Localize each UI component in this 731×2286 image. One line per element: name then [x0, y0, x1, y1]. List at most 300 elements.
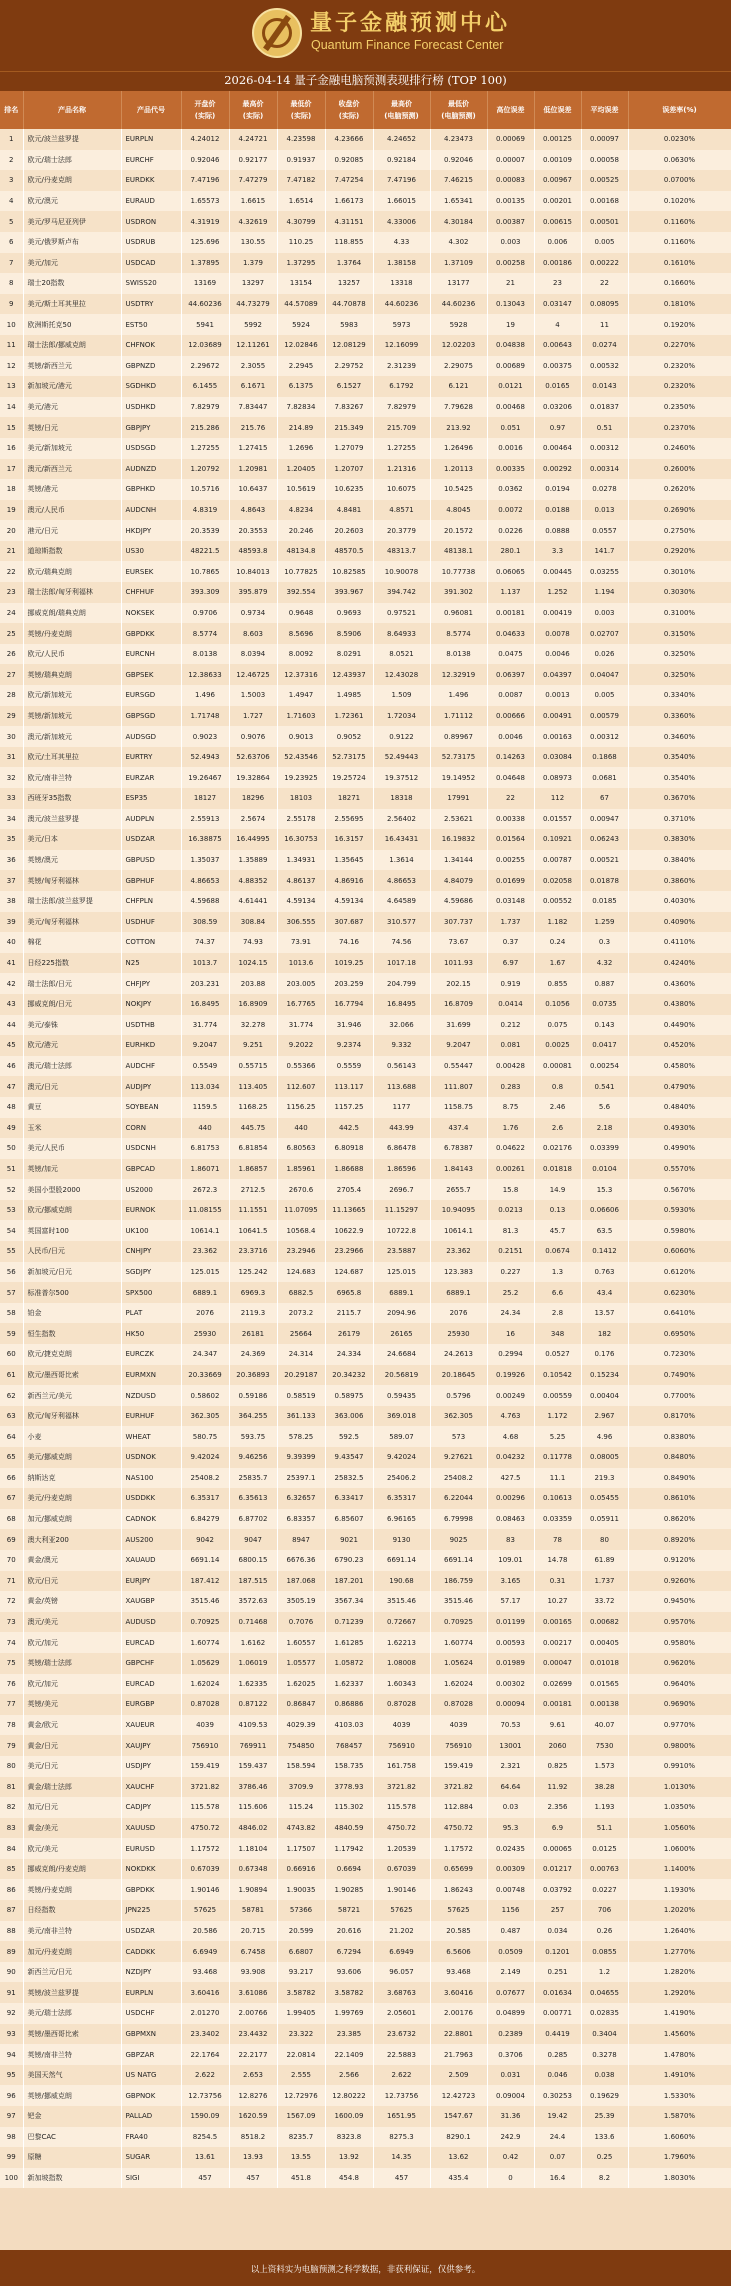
- table-cell: 2.29752: [325, 356, 373, 377]
- table-cell: 0.00464: [534, 438, 581, 459]
- table-cell: 0.2320%: [628, 356, 731, 377]
- table-cell: 2.5674: [229, 809, 277, 830]
- table-cell: 1.27415: [229, 438, 277, 459]
- table-cell: 0.003: [487, 232, 534, 253]
- table-cell: 124.687: [325, 1262, 373, 1283]
- table-cell: 3572.63: [229, 1591, 277, 1612]
- table-cell: EURHUF: [121, 1406, 181, 1427]
- table-cell: 欧元/瑞典克朗: [23, 561, 121, 582]
- table-cell: 0.3150%: [628, 623, 731, 644]
- table-cell: 203.231: [181, 973, 229, 994]
- table-cell: 1.37295: [277, 253, 325, 274]
- table-row: [0, 1859, 731, 1880]
- table-cell: AUS200: [121, 1529, 181, 1550]
- table-cell: 3.165: [487, 1571, 534, 1592]
- table-cell: GBPHUF: [121, 870, 181, 891]
- table-cell: 欧元/新加坡元: [23, 685, 121, 706]
- table-cell: 0.4380%: [628, 994, 731, 1015]
- table-cell: 0.6950%: [628, 1323, 731, 1344]
- table-cell: 0.1920%: [628, 314, 731, 335]
- table-cell: GBPDKK: [121, 623, 181, 644]
- table-cell: EURCNH: [121, 644, 181, 665]
- table-cell: 71: [0, 1571, 23, 1592]
- table-cell: 3.3: [534, 541, 581, 562]
- table-row: [0, 953, 731, 974]
- table-cell: 0.66916: [277, 1859, 325, 1880]
- table-cell: 74.37: [181, 932, 229, 953]
- table-cell: 4.8045: [430, 500, 487, 521]
- table-cell: 1.86857: [229, 1159, 277, 1180]
- table-cell: US NATG: [121, 2065, 181, 2086]
- table-cell: 0.4840%: [628, 1097, 731, 1118]
- table-cell: 0.8920%: [628, 1529, 731, 1550]
- table-row: [0, 1921, 731, 1942]
- table-cell: 美元/港元: [23, 397, 121, 418]
- table-cell: 3.60416: [430, 1982, 487, 2003]
- table-cell: 10614.1: [430, 1220, 487, 1241]
- table-cell: 257: [534, 1900, 581, 1921]
- table-cell: 0.1810%: [628, 294, 731, 315]
- table-cell: 112: [534, 788, 581, 809]
- table-cell: 0.6410%: [628, 1303, 731, 1324]
- table-cell: 4039: [373, 1715, 430, 1736]
- table-cell: 48: [0, 1097, 23, 1118]
- table-cell: SGDJPY: [121, 1262, 181, 1283]
- table-cell: 9.27621: [430, 1447, 487, 1468]
- table-cell: 0.00312: [581, 438, 628, 459]
- table-cell: 0.2600%: [628, 459, 731, 480]
- table-cell: 58781: [229, 1900, 277, 1921]
- table-cell: 澳元/新加坡元: [23, 726, 121, 747]
- table-cell: 澳大利亚200: [23, 1529, 121, 1550]
- table-cell: 0.00292: [534, 459, 581, 480]
- table-cell: 2119.3: [229, 1303, 277, 1324]
- table-cell: 88: [0, 1921, 23, 1942]
- table-cell: 25406.2: [373, 1468, 430, 1489]
- table-cell: 港元/日元: [23, 520, 121, 541]
- table-cell: 欧元/加元: [23, 1674, 121, 1695]
- table-cell: 38.28: [581, 1777, 628, 1798]
- table-cell: 0.7490%: [628, 1365, 731, 1386]
- table-cell: 0.00069: [487, 129, 534, 150]
- table-cell: 187.068: [277, 1571, 325, 1592]
- table-cell: 0.37: [487, 932, 534, 953]
- table-cell: 英镑/新西兰元: [23, 356, 121, 377]
- table-cell: 1.84143: [430, 1159, 487, 1180]
- table-cell: 68: [0, 1509, 23, 1530]
- table-cell: 125.015: [181, 1262, 229, 1283]
- footer: [0, 2250, 731, 2286]
- table-cell: 新加坡元/港元: [23, 376, 121, 397]
- table-cell: 0.3710%: [628, 809, 731, 830]
- column-header-sublabel: (电脑预测): [441, 112, 476, 120]
- table-cell: 33.72: [581, 1591, 628, 1612]
- table-cell: 12.11261: [229, 335, 277, 356]
- table-cell: 11: [0, 335, 23, 356]
- table-cell: 0.2620%: [628, 479, 731, 500]
- table-cell: 0.00165: [534, 1612, 581, 1633]
- table-cell: 6.80563: [277, 1138, 325, 1159]
- table-cell: 12.32919: [430, 664, 487, 685]
- table-cell: 1.1400%: [628, 1859, 731, 1880]
- table-cell: 1.37109: [430, 253, 487, 274]
- table-cell: 187.201: [325, 1571, 373, 1592]
- column-header-label: 产品代号: [137, 106, 165, 114]
- table-cell: 1.2: [581, 1962, 628, 1983]
- table-cell: 0.70925: [430, 1612, 487, 1633]
- table-cell: 0.0013: [534, 685, 581, 706]
- table-cell: 瑞士20指数: [23, 273, 121, 294]
- column-header-label: 最高价: [242, 100, 264, 108]
- table-cell: 1: [0, 129, 23, 150]
- table-cell: 欧元/美元: [23, 1838, 121, 1859]
- table-cell: 16.30753: [277, 829, 325, 850]
- table-cell: 10.6075: [373, 479, 430, 500]
- table-cell: 215.76: [229, 417, 277, 438]
- table-cell: 85: [0, 1859, 23, 1880]
- table-cell: 1.62024: [181, 1674, 229, 1695]
- table-cell: GBPJPY: [121, 417, 181, 438]
- table-cell: 9.2022: [277, 1035, 325, 1056]
- table-cell: 1.737: [581, 1571, 628, 1592]
- page-title: 2026-04-14 量子金融电脑预测表现排行榜 (TOP 100): [0, 71, 731, 91]
- table-cell: 93: [0, 2024, 23, 2045]
- table-cell: 2076: [430, 1303, 487, 1324]
- table-cell: 1.85961: [277, 1159, 325, 1180]
- table-cell: 11.1551: [229, 1200, 277, 1221]
- table-cell: 1.86596: [373, 1159, 430, 1180]
- table-cell: 1.06019: [229, 1653, 277, 1674]
- table-cell: USDNOK: [121, 1447, 181, 1468]
- table-cell: 10.5716: [181, 479, 229, 500]
- table-cell: 美元/新加坡元: [23, 438, 121, 459]
- table-cell: EURAUD: [121, 191, 181, 212]
- table-row: [0, 1076, 731, 1097]
- table-cell: 9.2047: [181, 1035, 229, 1056]
- table-cell: 0.051: [487, 417, 534, 438]
- table-cell: 80: [0, 1756, 23, 1777]
- table-cell: 16: [487, 1323, 534, 1344]
- table-cell: 52.73175: [325, 747, 373, 768]
- table-cell: 93.468: [181, 1962, 229, 1983]
- table-row: [0, 2147, 731, 2168]
- table-cell: 442.5: [325, 1118, 373, 1139]
- table-cell: 361.133: [277, 1406, 325, 1427]
- table-cell: 31.774: [277, 1015, 325, 1036]
- table-cell: 1.3614: [373, 850, 430, 871]
- table-cell: 0.19629: [581, 2085, 628, 2106]
- table-cell: 23.4432: [229, 2024, 277, 2045]
- table-cell: 20.715: [229, 1921, 277, 1942]
- table-cell: 1.2820%: [628, 1962, 731, 1983]
- table-cell: 欧元/墨西哥比索: [23, 1365, 121, 1386]
- table-cell: 83: [0, 1818, 23, 1839]
- table-cell: 70: [0, 1550, 23, 1571]
- table-cell: 0.01565: [581, 1674, 628, 1695]
- table-cell: 1.66173: [325, 191, 373, 212]
- table-cell: 4103.03: [325, 1715, 373, 1736]
- table-cell: 9.42024: [373, 1447, 430, 1468]
- table-cell: 427.5: [487, 1468, 534, 1489]
- table-cell: GBPSEK: [121, 664, 181, 685]
- table-cell: 0.4990%: [628, 1138, 731, 1159]
- table-cell: 93.217: [277, 1962, 325, 1983]
- table-cell: 307.737: [430, 912, 487, 933]
- table-cell: GBPCHF: [121, 1653, 181, 1674]
- table-cell: 钯金: [23, 2106, 121, 2127]
- table-cell: 0.92046: [181, 150, 229, 171]
- table-cell: 0.00258: [487, 253, 534, 274]
- table-cell: XAUUSD: [121, 1818, 181, 1839]
- table-cell: 1.20539: [373, 1838, 430, 1859]
- table-cell: 9.61: [534, 1715, 581, 1736]
- table-cell: 4.32: [581, 953, 628, 974]
- table-cell: 0.8620%: [628, 1509, 731, 1530]
- table-cell: 2.55695: [325, 809, 373, 830]
- table-cell: 215.349: [325, 417, 373, 438]
- table-cell: 8.5906: [325, 623, 373, 644]
- table-cell: 24.334: [325, 1344, 373, 1365]
- table-cell: 0.70925: [181, 1612, 229, 1633]
- table-cell: 8.2: [581, 2168, 628, 2189]
- table-cell: 24.6684: [373, 1344, 430, 1365]
- table-cell: 22.1409: [325, 2044, 373, 2065]
- table-cell: 48570.5: [325, 541, 373, 562]
- column-header-sublabel: (实际): [290, 112, 312, 120]
- table-cell: 1.6162: [229, 1632, 277, 1653]
- table-cell: 1.27255: [373, 438, 430, 459]
- table-cell: 0.00501: [581, 211, 628, 232]
- table-cell: 1.137: [487, 582, 534, 603]
- table-cell: 0.0278: [581, 479, 628, 500]
- table-cell: 19.42: [534, 2106, 581, 2127]
- table-cell: NZDJPY: [121, 1962, 181, 1983]
- table-cell: 12.03689: [181, 335, 229, 356]
- table-cell: 12.72976: [277, 2085, 325, 2106]
- table-cell: 1.72034: [373, 706, 430, 727]
- table-cell: 2.56402: [373, 809, 430, 830]
- table-cell: EURDKK: [121, 170, 181, 191]
- table-cell: 0.1660%: [628, 273, 731, 294]
- table-cell: 73: [0, 1612, 23, 1633]
- table-cell: SPX500: [121, 1282, 181, 1303]
- column-header-label: 高位误差: [496, 106, 525, 114]
- table-cell: 14: [0, 397, 23, 418]
- table-cell: 48138.1: [430, 541, 487, 562]
- table-cell: XAUCHF: [121, 1777, 181, 1798]
- table-cell: 19.26467: [181, 767, 229, 788]
- table-cell: 0.026: [581, 644, 628, 665]
- table-cell: 6889.1: [181, 1282, 229, 1303]
- table-cell: 0.3: [581, 932, 628, 953]
- table-cell: 2.555: [277, 2065, 325, 2086]
- table-cell: 23.3402: [181, 2024, 229, 2045]
- table-cell: 0.04232: [487, 1447, 534, 1468]
- table-cell: 纳斯达克: [23, 1468, 121, 1489]
- column-header: [229, 91, 277, 129]
- table-cell: 0.00312: [581, 726, 628, 747]
- table-cell: GBPDKK: [121, 1879, 181, 1900]
- table-cell: 0.14263: [487, 747, 534, 768]
- table-cell: 0.92046: [430, 150, 487, 171]
- table-row: [0, 1941, 731, 1962]
- table-cell: 美元/加元: [23, 253, 121, 274]
- table-cell: 0.00445: [534, 561, 581, 582]
- table-cell: 澳元/波兰兹罗提: [23, 809, 121, 830]
- table-cell: 1.496: [181, 685, 229, 706]
- table-cell: 1.194: [581, 582, 628, 603]
- table-row: [0, 2168, 731, 2189]
- table-cell: 0.0194: [534, 479, 581, 500]
- table-cell: 0.3540%: [628, 747, 731, 768]
- table-cell: 6.1792: [373, 376, 430, 397]
- table-row: [0, 1529, 731, 1550]
- table-cell: 0.9122: [373, 726, 430, 747]
- table-row: [0, 1797, 731, 1818]
- table-cell: 0.3030%: [628, 582, 731, 603]
- table-cell: WHEAT: [121, 1426, 181, 1447]
- table-cell: 310.577: [373, 912, 430, 933]
- table-cell: 4.24012: [181, 129, 229, 150]
- table-cell: 7.79628: [430, 397, 487, 418]
- table-cell: 英镑/丹麦克朗: [23, 623, 121, 644]
- table-cell: CHFHUF: [121, 582, 181, 603]
- table-row: [0, 376, 731, 397]
- table-cell: 20: [0, 520, 23, 541]
- table-cell: 27: [0, 664, 23, 685]
- table-cell: 铂金: [23, 1303, 121, 1324]
- table-cell: 挪威克朗/日元: [23, 994, 121, 1015]
- table-cell: 20.599: [277, 1921, 325, 1942]
- table-cell: 5: [0, 211, 23, 232]
- table-cell: 8518.2: [229, 2127, 277, 2148]
- table-cell: 0.3250%: [628, 664, 731, 685]
- table-cell: 2.29672: [181, 356, 229, 377]
- table-cell: 0.1056: [534, 994, 581, 1015]
- table-cell: 5924: [277, 314, 325, 335]
- table-cell: 1.18104: [229, 1838, 277, 1859]
- table-cell: 0.3840%: [628, 850, 731, 871]
- table-cell: 0.9648: [277, 603, 325, 624]
- table-cell: 0.4580%: [628, 1056, 731, 1077]
- table-cell: 26: [0, 644, 23, 665]
- table-cell: 1017.18: [373, 953, 430, 974]
- table-cell: 12.08129: [325, 335, 373, 356]
- table-cell: GBPSGD: [121, 706, 181, 727]
- table-cell: 17: [0, 459, 23, 480]
- table-cell: 96: [0, 2085, 23, 2106]
- table-cell: 13297: [229, 273, 277, 294]
- table-cell: 0.1020%: [628, 191, 731, 212]
- table-cell: 3505.19: [277, 1591, 325, 1612]
- table-cell: 0.02699: [534, 1674, 581, 1695]
- table-cell: 1011.93: [430, 953, 487, 974]
- table-cell: 1.20707: [325, 459, 373, 480]
- table-cell: 4.8481: [325, 500, 373, 521]
- table-cell: 364.255: [229, 1406, 277, 1427]
- table-cell: 8.5774: [430, 623, 487, 644]
- table-cell: 280.1: [487, 541, 534, 562]
- table-cell: 63: [0, 1406, 23, 1427]
- table-cell: 0.013: [581, 500, 628, 521]
- table-cell: 0.86886: [325, 1694, 373, 1715]
- table-cell: 1.6514: [277, 191, 325, 212]
- table-cell: 8.603: [229, 623, 277, 644]
- table-cell: 16.7794: [325, 994, 373, 1015]
- table-cell: SOYBEAN: [121, 1097, 181, 1118]
- table-cell: 0.9023: [181, 726, 229, 747]
- table-cell: 欧元/澳元: [23, 191, 121, 212]
- table-cell: 32.066: [373, 1015, 430, 1036]
- table-cell: 445.75: [229, 1118, 277, 1139]
- table-cell: 13169: [181, 273, 229, 294]
- table-cell: 0.00302: [487, 1674, 534, 1695]
- table-cell: 113.117: [325, 1076, 373, 1097]
- table-cell: 96.057: [373, 1962, 430, 1983]
- column-header-label: 产品名称: [58, 106, 86, 114]
- table-cell: 52.73175: [430, 747, 487, 768]
- table-cell: 124.683: [277, 1262, 325, 1283]
- table-cell: 黄金/瑞士法郎: [23, 1777, 121, 1798]
- table-cell: 93.908: [229, 1962, 277, 1983]
- table-cell: 20.3779: [373, 520, 430, 541]
- table-cell: USDZAR: [121, 1921, 181, 1942]
- table-cell: 13.61: [181, 2147, 229, 2168]
- table-cell: 362.305: [181, 1406, 229, 1427]
- table-cell: 6.84279: [181, 1509, 229, 1530]
- table-cell: 欧元/人民币: [23, 644, 121, 665]
- table-cell: 158.735: [325, 1756, 373, 1777]
- table-cell: 110.25: [277, 232, 325, 253]
- table-cell: 0.541: [581, 1076, 628, 1097]
- table-cell: 10.27: [534, 1591, 581, 1612]
- table-cell: 0.00094: [487, 1694, 534, 1715]
- table-cell: 0.4790%: [628, 1076, 731, 1097]
- table-cell: GBPMXN: [121, 2024, 181, 2045]
- table-cell: EURUSD: [121, 1838, 181, 1859]
- table-row: [0, 1900, 731, 1921]
- table-cell: 0.0557: [581, 520, 628, 541]
- table-cell: US2000: [121, 1179, 181, 1200]
- table-cell: 0.10921: [534, 829, 581, 850]
- table-cell: 44.60236: [181, 294, 229, 315]
- table-cell: GBPCAD: [121, 1159, 181, 1180]
- table-cell: 6.6: [534, 1282, 581, 1303]
- table-cell: 0.6230%: [628, 1282, 731, 1303]
- table-cell: 26165: [373, 1323, 430, 1344]
- table-cell: 31.699: [430, 1015, 487, 1036]
- table-cell: 2.01270: [181, 2003, 229, 2024]
- table-cell: 1.7960%: [628, 2147, 731, 2168]
- table-cell: 348: [534, 1323, 581, 1344]
- table-cell: 12.73756: [181, 2085, 229, 2106]
- table-cell: 14.78: [534, 1550, 581, 1571]
- table-cell: 0.55447: [430, 1056, 487, 1077]
- table-cell: 0.251: [534, 1962, 581, 1983]
- table-cell: 黄金/欧元: [23, 1715, 121, 1736]
- table-cell: 0.06397: [487, 664, 534, 685]
- table-cell: 11.07095: [277, 1200, 325, 1221]
- table-cell: 65: [0, 1447, 23, 1468]
- table-cell: 8323.8: [325, 2127, 373, 2148]
- table-cell: 1.3: [534, 1262, 581, 1283]
- table-cell: 14.9: [534, 1179, 581, 1200]
- table-cell: 0.176: [581, 1344, 628, 1365]
- table-cell: 115.24: [277, 1797, 325, 1818]
- table-cell: 20.585: [430, 1921, 487, 1942]
- table-cell: 0.3860%: [628, 870, 731, 891]
- table-cell: 9.43547: [325, 1447, 373, 1468]
